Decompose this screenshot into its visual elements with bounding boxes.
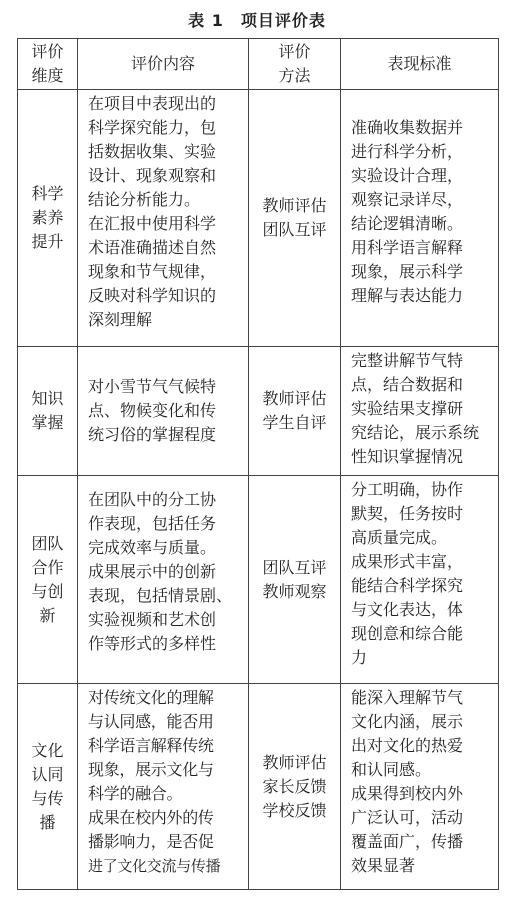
standard-line: 观察记录详尽，	[351, 190, 464, 209]
content-line: 科学语言解释传统	[88, 736, 214, 755]
content-line: 对小雪节气气候特	[88, 377, 217, 396]
standard-line: 点，结合数据和	[351, 375, 464, 394]
content-line: 术语准确描述自然	[88, 238, 217, 257]
standard-line: 现创意和综合能	[351, 624, 464, 643]
standard-line: 实验设计合理，	[351, 166, 464, 185]
content-line: 在项目中表现出的	[88, 94, 217, 113]
content-line: 深刻理解	[88, 310, 153, 329]
header-method-line: 评价	[278, 42, 311, 61]
header-dimension-line: 评价	[31, 42, 64, 61]
content-line: 作等形式的多样性	[88, 634, 217, 653]
row-content	[78, 90, 249, 347]
standard-line: 能结合科学探究	[351, 576, 464, 595]
dimension-line: 播	[39, 812, 56, 832]
dimension-line: 新	[39, 605, 56, 625]
content-line: 现象，展示文化与	[88, 760, 214, 779]
dimension-line: 科学	[31, 184, 64, 203]
content-line: 点、物候变化和传	[88, 401, 217, 420]
standard-line: 理解与表达能力	[351, 286, 464, 305]
method-line: 团队互评	[262, 220, 327, 239]
row-standard	[341, 90, 499, 347]
table-row	[18, 90, 499, 347]
standard-line: 覆盖面广，传播	[351, 832, 464, 851]
content-line: 科学的融合。	[88, 784, 183, 803]
standard-line: 默契，任务按时	[351, 504, 464, 523]
standard-line: 成果得到校内外	[351, 784, 464, 803]
standard-line: 性知识掌握情况	[351, 447, 464, 466]
dimension-line: 与创	[31, 581, 64, 601]
content-line: 对传统文化的理解	[88, 688, 214, 707]
standard-line: 实验结果支撑研	[351, 399, 464, 418]
content-line: 括数据收集、实验	[88, 142, 217, 161]
content-line: 反映对科学知识的	[88, 286, 217, 305]
content-line: 成果展示中的创新	[88, 562, 217, 581]
method-line: 教师评估	[262, 389, 327, 408]
row-standard	[341, 684, 499, 890]
content-line: 完成效率与质量。	[88, 538, 217, 557]
dimension-line: 与传	[31, 788, 64, 808]
dimension-line: 团队	[31, 533, 64, 553]
method-line: 团队互评	[262, 557, 327, 577]
row-standard	[341, 476, 499, 684]
content-line: 现象和节气规律，	[88, 262, 217, 281]
content-line: 设计、现象观察和	[88, 166, 217, 185]
row-standard	[341, 347, 499, 476]
method-line: 学校反馈	[262, 800, 327, 820]
content-line: 科学探究能力，包	[88, 118, 217, 137]
standard-line: 用科学语言解释	[351, 238, 464, 257]
header-row	[18, 39, 499, 90]
content-line: 在团队中的分工协	[88, 490, 217, 509]
content-line: 实验视频和艺术创	[88, 610, 217, 629]
method-line: 教师评估	[262, 196, 327, 215]
method-line: 教师观察	[262, 581, 327, 601]
table-row	[18, 684, 499, 890]
standard-line: 广泛认可，活动	[351, 808, 464, 827]
dimension-line: 掌握	[31, 413, 64, 432]
table-title: 表 1 项目评价表	[188, 11, 326, 30]
standard-line: 效果显著	[351, 856, 416, 875]
table-row	[18, 476, 499, 684]
row-method	[249, 347, 341, 476]
row-dimension	[18, 684, 78, 890]
method-line: 教师评估	[262, 752, 327, 772]
evaluation-table	[17, 38, 499, 890]
dimension-line: 提升	[31, 232, 64, 251]
standard-line: 高质量完成。	[351, 528, 448, 547]
standard-line: 结论逻辑清晰。	[351, 214, 464, 233]
standard-line: 文化内涵，展示	[351, 712, 464, 731]
row-method	[249, 90, 341, 347]
dimension-line: 素养	[31, 208, 64, 227]
standard-line: 进行科学分析，	[351, 142, 464, 161]
content-line: 结论分析能力。	[88, 190, 201, 209]
row-method	[249, 476, 341, 684]
dimension-line: 文化	[31, 740, 64, 760]
method-line: 学生自评	[262, 413, 327, 432]
row-dimension	[18, 90, 78, 347]
method-line: 家长反馈	[262, 776, 327, 796]
header-dimension	[18, 39, 78, 90]
standard-line: 分工明确，协作	[351, 480, 464, 499]
row-content	[78, 476, 249, 684]
standard-line: 现象，展示科学	[351, 262, 464, 281]
content-line: 作表现，包括任务	[88, 514, 217, 533]
row-method	[249, 684, 341, 890]
content-line: 成果在校内外的传	[88, 808, 214, 827]
standard-line: 与文化表达，体	[351, 600, 464, 619]
row-dimension	[18, 476, 78, 684]
standard-line: 出对文化的热爱	[351, 736, 464, 755]
dimension-line: 合作	[31, 557, 64, 577]
content-line: 统习俗的掌握程度	[88, 425, 217, 444]
row-content	[78, 347, 249, 476]
header-method-line: 方法	[278, 66, 311, 85]
standard-line: 力	[351, 648, 368, 667]
row-dimension	[18, 347, 78, 476]
standard-line: 能深入理解节气	[351, 688, 464, 707]
table-row	[18, 347, 499, 476]
standard-line: 成果形式丰富，	[351, 552, 464, 571]
content-line: 表现，包括情景剧、	[88, 586, 233, 605]
standard-line: 究结论，展示系统	[351, 423, 480, 442]
header-content: 评价内容	[78, 39, 249, 90]
dimension-line: 知识	[31, 389, 64, 408]
content-line: 播影响力，是否促	[88, 832, 214, 851]
standard-line: 准确收集数据并	[351, 118, 464, 137]
standard-line: 和认同感。	[351, 760, 432, 779]
content-line: 在汇报中使用科学	[88, 214, 217, 233]
standard-line: 完整讲解节气特	[351, 351, 464, 370]
content-line: 进了文化交流与传播	[88, 857, 221, 875]
header-standard: 表现标准	[341, 39, 499, 90]
header-dimension-line: 维度	[31, 66, 64, 85]
row-content	[78, 684, 249, 890]
dimension-line: 认同	[31, 764, 64, 784]
content-line: 与认同感，能否用	[88, 712, 214, 731]
header-method	[249, 39, 341, 90]
